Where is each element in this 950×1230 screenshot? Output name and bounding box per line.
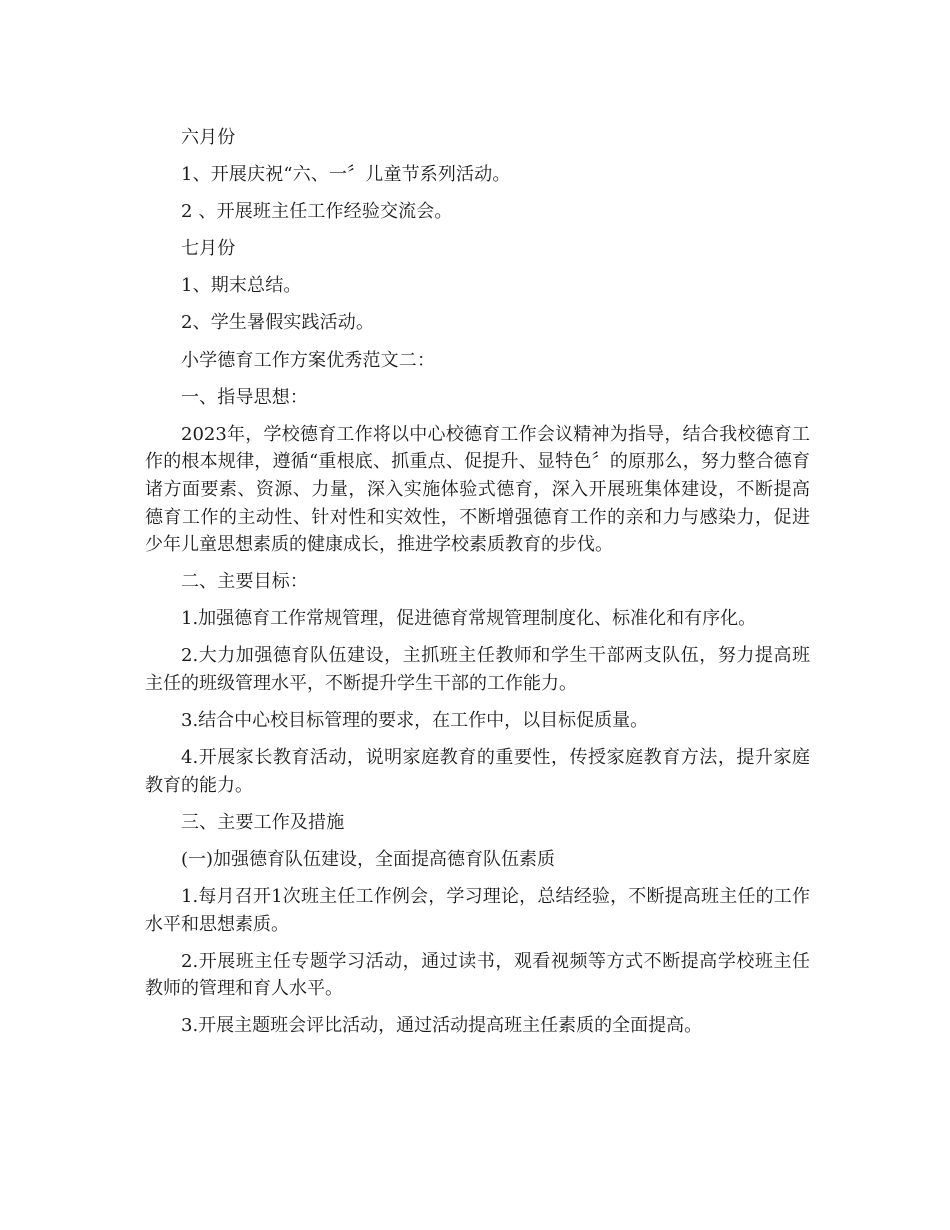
subheading-team-building: (一)加强德育队伍建设，全面提高德育队伍素质 <box>181 848 556 870</box>
goal-item-3: 3.结合中心校目标管理的要求，在工作中，以目标促质量。 <box>181 710 649 732</box>
goal-item-2: 2.大力加强德育队伍建设，主抓班主任教师和学生干部两支队伍，努力提高班主任的班级管理水平，不断提升学生干部的工作能力。 <box>145 645 810 694</box>
heading-main-work: 三、主要工作及措施 <box>181 811 345 833</box>
work-item-1: 1.每月召开1次班主任工作例会，学习理论，总结经验，不断提高班主任的工作水平和思想素质。 <box>145 886 810 935</box>
paragraph-guiding-ideology: 2023年，学校德育工作将以中心校德育工作会议精神为指导，结合我校德育工作的根本规律，遵循“重根底、抓重点、促提升、显特色〞的原那么，努力整合德育诸方面要素、资源、力量，深入实施体验式德育，深入开展班集体建设，不断提高德育工作的主动性、针对性和实效性，不断增强德育工作的亲和力与感染力，促进少年儿童思想素质的健康成长，推进学校素质教育的步伐。 <box>145 423 810 556</box>
work-item-3: 3.开展主题班会评比活动，通过活动提高班主任素质的全面提高。 <box>181 1015 703 1037</box>
heading-june: 六月份 <box>181 127 236 148</box>
june-item-1: 1、开展庆祝“六、一〞儿童节系列活动。 <box>181 164 511 186</box>
july-item-2: 2、学生暑假实践活动。 <box>181 312 375 334</box>
work-item-2: 2.开展班主任专题学习活动，通过读书，观看视频等方式不断提高学校班主任教师的管理和育人水平。 <box>145 950 810 1000</box>
heading-guiding-ideology: 一、指导思想： <box>181 386 309 408</box>
june-item-2: 2 、开展班主任工作经验交流会。 <box>181 201 453 223</box>
goal-item-4: 4.开展家长教育活动，说明家庭教育的重要性，传授家庭教育方法，提升家庭教育的能力。 <box>145 747 810 796</box>
july-item-1: 1、期末总结。 <box>181 275 302 297</box>
document-body <box>145 124 810 1050</box>
section-title-sample-two: 小学德育工作方案优秀范文二： <box>181 349 436 371</box>
goal-item-1: 1.加强德育工作常规管理，促进德育常规管理制度化、标准化和有序化。 <box>181 608 757 630</box>
heading-main-goals: 二、主要目标： <box>181 571 309 593</box>
heading-july: 七月份 <box>181 238 236 260</box>
